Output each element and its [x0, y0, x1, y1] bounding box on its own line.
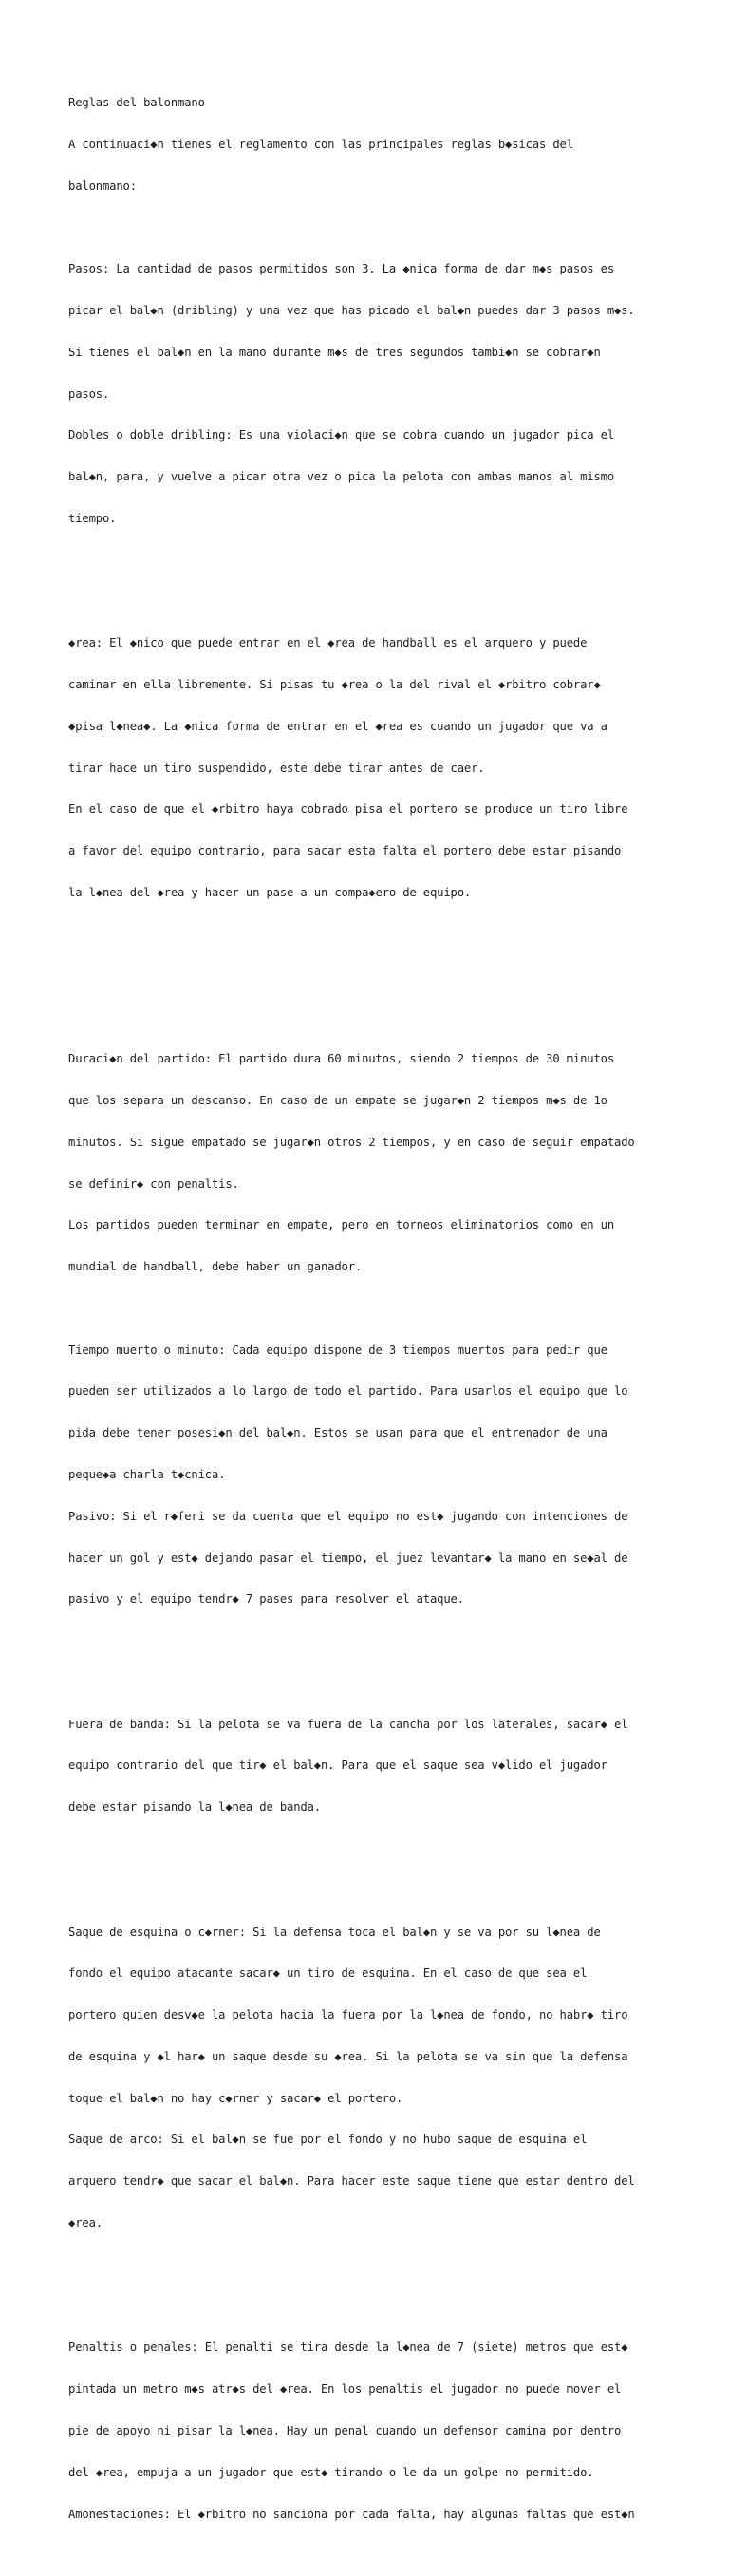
text-line: tiempo. — [68, 512, 117, 525]
text-line: bal◆n, para, y vuelve a picar otra vez o pica la pelota con ambas manos al mismo — [68, 470, 614, 484]
text-line — [68, 969, 676, 984]
text-line: a favor del equipo contrario, para sacar esta falta el portero debe estar pisando — [68, 844, 622, 858]
text-line: Pasos: La cantidad de pasos permitidos son 3. La ◆nica forma de dar m◆s pasos es — [68, 262, 614, 276]
text-line: se definir◆ con penaltis. — [68, 1176, 239, 1191]
text-line — [68, 1302, 676, 1316]
text-line: la l◆nea del ◆rea y hacer un pase a un compa◆ero de equipo. — [68, 886, 472, 900]
text-line — [68, 595, 676, 610]
text-line — [68, 2300, 676, 2314]
text-line: pueden ser utilizados a lo largo de todo el partido. Para usarlos el equipo que lo — [68, 1384, 628, 1399]
text-line: Penaltis o penales: El penalti se tira desde la l◆nea de 7 (siete) metros que est◆ — [68, 2341, 628, 2355]
text-line: pida debe tener posesi◆n del bal◆n. Estos se usan para que el entrenador de una — [68, 1426, 608, 1440]
text-line: hacer un gol y est◆ dejando pasar el tiempo, el juez levantar◆ la mano en se◆al de — [68, 1551, 628, 1565]
text-line: caminar en ella libremente. Si pisas tu ◆rea o la del rival el ◆rbitro cobrar◆ — [68, 678, 601, 692]
text-line: En el caso de que el ◆rbitro haya cobrado pisa el portero se produce un tiro libre — [68, 802, 628, 817]
text-line: Tiempo muerto o minuto: Cada equipo dispone de 3 tiempos muertos para pedir que — [68, 1343, 608, 1357]
text-line — [68, 928, 676, 942]
text-line — [68, 1010, 676, 1025]
text-line: Reglas del balonmano — [68, 96, 205, 110]
text-line: pie de apoyo ni pisar la l◆nea. Hay un penal cuando un defensor camina por dentro — [68, 2423, 622, 2437]
text-line — [68, 221, 676, 235]
text-line: picar el bal◆n (dribling) y una vez que has picado el bal◆n puedes dar 3 pasos m◆s. — [68, 304, 635, 318]
text-line — [68, 1676, 676, 1690]
text-line: A continuaci◆n tienes el reglamento con las principales reglas b◆sicas del — [68, 137, 573, 151]
text-line: pasos. — [68, 386, 110, 401]
text-line: mundial de handball, debe haber un ganador. — [68, 1260, 363, 1274]
text-line: Dobles o doble dribling: Es una violaci◆n que se cobra cuando un jugador pica el — [68, 428, 614, 442]
text-line — [68, 554, 676, 568]
text-line: Si tienes el bal◆n en la mano durante m◆s de tres segundos tambi◆n se cobrar◆n — [68, 345, 601, 359]
text-line: Saque de arco: Si el bal◆n se fue por el fondo y no hubo saque de esquina el — [68, 2133, 588, 2147]
text-line: ◆rea. — [68, 2216, 103, 2230]
text-line: Fuera de banda: Si la pelota se va fuera de la cancha por los laterales, sacar◆ el — [68, 1717, 628, 1731]
text-line: peque◆a charla t◆cnica. — [68, 1467, 226, 1481]
text-line: fondo el equipo atacante sacar◆ un tiro de esquina. En el caso de que sea el — [68, 1966, 588, 1981]
text-line: Duraci◆n del partido: El partido dura 60 minutos, siendo 2 tiempos de 30 minutos — [68, 1052, 614, 1066]
text-line — [68, 2548, 676, 2563]
text-line: debe estar pisando la l◆nea de banda. — [68, 1800, 321, 1814]
text-line: toque el bal◆n no hay c◆rner y sacar◆ el portero. — [68, 2091, 403, 2105]
text-line: ◆pisa l◆nea◆. La ◆nica forma de entrar en el ◆rea es cuando un jugador que va a — [68, 719, 608, 733]
text-line — [68, 1634, 676, 1648]
text-line — [68, 2258, 676, 2272]
text-line: equipo contrario del que tir◆ el bal◆n. Para que el saque sea v◆lido el jugador — [68, 1758, 608, 1773]
text-line — [68, 1842, 676, 1856]
text-line: que los separa un descanso. En caso de un empate se jugar◆n 2 tiempos m◆s de 1o — [68, 1093, 608, 1107]
text-line: ◆rea: El ◆nico que puede entrar en el ◆rea de handball es el arquero y puede — [68, 636, 588, 650]
text-line: Los partidos pueden terminar en empate, pero en torneos eliminatorios como en un — [68, 1218, 614, 1232]
text-line: del ◆rea, empuja a un jugador que est◆ tirando o le da un golpe no permitido. — [68, 2465, 594, 2479]
document-page — [68, 68, 676, 2576]
text-line: Amonestaciones: El ◆rbitro no sanciona por cada falta, hay algunas faltas que est◆n — [68, 2507, 635, 2521]
text-line: tirar hace un tiro suspendido, este debe tirar antes de caer. — [68, 761, 485, 775]
text-line: pasivo y el equipo tendr◆ 7 pases para resolver el ataque. — [68, 1592, 464, 1607]
text-line: de esquina y ◆l har◆ un saque desde su ◆rea. Si la pelota se va sin que la defensa — [68, 2049, 628, 2063]
text-line: minutos. Si sigue empatado se jugar◆n otros 2 tiempos, y en caso de seguir empatado — [68, 1135, 635, 1149]
text-line: Pasivo: Si el r◆feri se da cuenta que el equipo no est◆ jugando con intenciones de — [68, 1509, 628, 1523]
text-line: balonmano: — [68, 179, 137, 193]
text-line: Saque de esquina o c◆rner: Si la defensa toca el bal◆n y se va por su l◆nea de — [68, 1925, 601, 1939]
text-line: portero quien desv◆e la pelota hacia la fuera por la l◆nea de fondo, no habr◆ tiro — [68, 2008, 628, 2022]
text-line: pintada un metro m◆s atr◆s del ◆rea. En los penaltis el jugador no puede mover el — [68, 2382, 622, 2397]
text-line — [68, 1884, 676, 1898]
text-line: arquero tendr◆ que sacar el bal◆n. Para hacer este saque tiene que estar dentro del — [68, 2174, 635, 2189]
